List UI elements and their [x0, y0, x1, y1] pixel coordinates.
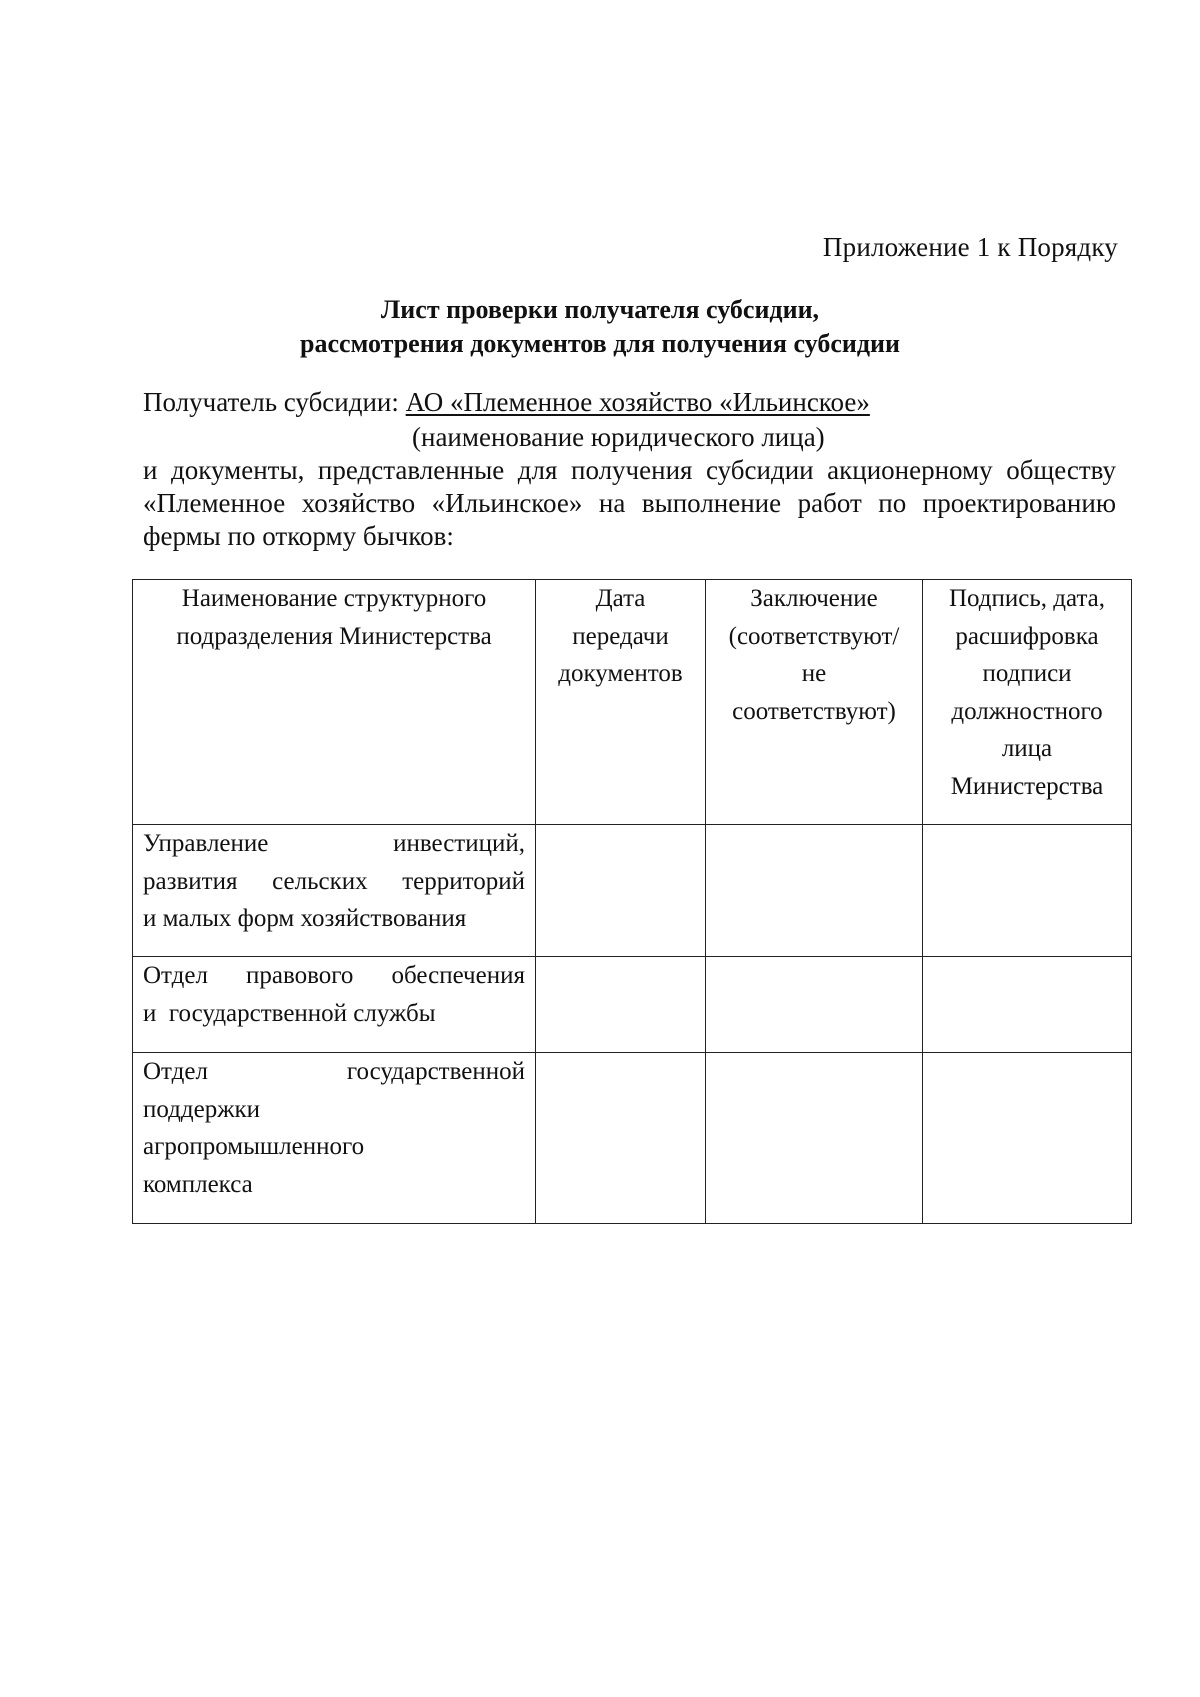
department-text: и государственной службы	[143, 999, 436, 1027]
recipient-label: Получатель субсидии:	[143, 387, 399, 417]
header-signature	[923, 580, 1132, 825]
verification-table	[132, 579, 1132, 1224]
date-cell[interactable]	[536, 957, 706, 1053]
signature-cell[interactable]	[923, 825, 1132, 957]
table-row	[133, 957, 1132, 1053]
intro-paragraph	[143, 454, 1116, 553]
signature-cell[interactable]	[923, 1053, 1132, 1224]
header-text: Заключение	[750, 585, 878, 612]
header-text: подразделения Министерства	[176, 622, 492, 650]
department-cell	[133, 825, 536, 957]
title-line-2: рассмотрения документов для получения субсидии	[300, 329, 900, 358]
header-text: лица	[1001, 735, 1053, 762]
header-text: (соответствуют/	[728, 622, 900, 650]
header-text: подписи	[982, 660, 1072, 687]
header-text: соответствуют)	[732, 697, 896, 725]
department-text: поддержки	[143, 1095, 260, 1123]
header-text: Министерства	[950, 772, 1104, 800]
department-text: комплекса	[143, 1170, 253, 1198]
department-cell	[133, 957, 536, 1053]
department-text: Отдел государственной	[143, 1058, 525, 1085]
table-row	[133, 1053, 1132, 1224]
recipient-name: АО «Племенное хозяйство «Ильинское»	[405, 387, 870, 417]
header-text: Подпись, дата,	[948, 585, 1106, 612]
date-cell[interactable]	[536, 1053, 706, 1224]
department-text: развития сельских территорий	[143, 867, 525, 895]
header-text: Наименование структурного	[181, 585, 487, 612]
title-line-1: Лист проверки получателя субсидии,	[380, 295, 820, 324]
conclusion-cell[interactable]	[706, 825, 923, 957]
department-text: агропромышленного	[143, 1133, 365, 1160]
recipient-line	[143, 387, 870, 418]
department-text: Отдел правового обеспечения	[143, 962, 525, 989]
header-text: должностного	[951, 697, 1103, 725]
conclusion-cell[interactable]	[706, 1053, 923, 1224]
header-text: передачи	[572, 622, 669, 650]
department-cell	[133, 1053, 536, 1224]
department-text: Управление инвестиций,	[143, 830, 525, 857]
header-transfer-date	[536, 580, 706, 825]
conclusion-cell[interactable]	[706, 957, 923, 1053]
paragraph-line-1: и документы, представленные для получения субсидии акционерному обществу	[143, 455, 1116, 485]
appendix-label: Приложение 1 к Порядку	[822, 232, 1118, 262]
recipient-note: (наименование юридического лица)	[412, 422, 825, 452]
date-cell[interactable]	[536, 825, 706, 957]
header-conclusion	[706, 580, 923, 825]
paragraph-line-2: «Племенное хозяйство «Ильинское» на выполнение работ по проектированию	[143, 488, 1116, 518]
table-header-row	[133, 580, 1132, 825]
table-row	[133, 825, 1132, 957]
header-department	[133, 580, 536, 825]
department-text: и малых форм хозяйствования	[143, 905, 467, 932]
document-title	[0, 293, 1200, 361]
header-text: Дата	[595, 585, 646, 612]
paragraph-line-3: фермы по откорму бычков:	[143, 521, 454, 551]
header-text: документов	[558, 660, 683, 687]
header-text: расшифровка	[955, 622, 1099, 650]
signature-cell[interactable]	[923, 957, 1132, 1053]
header-text: не	[801, 660, 827, 687]
